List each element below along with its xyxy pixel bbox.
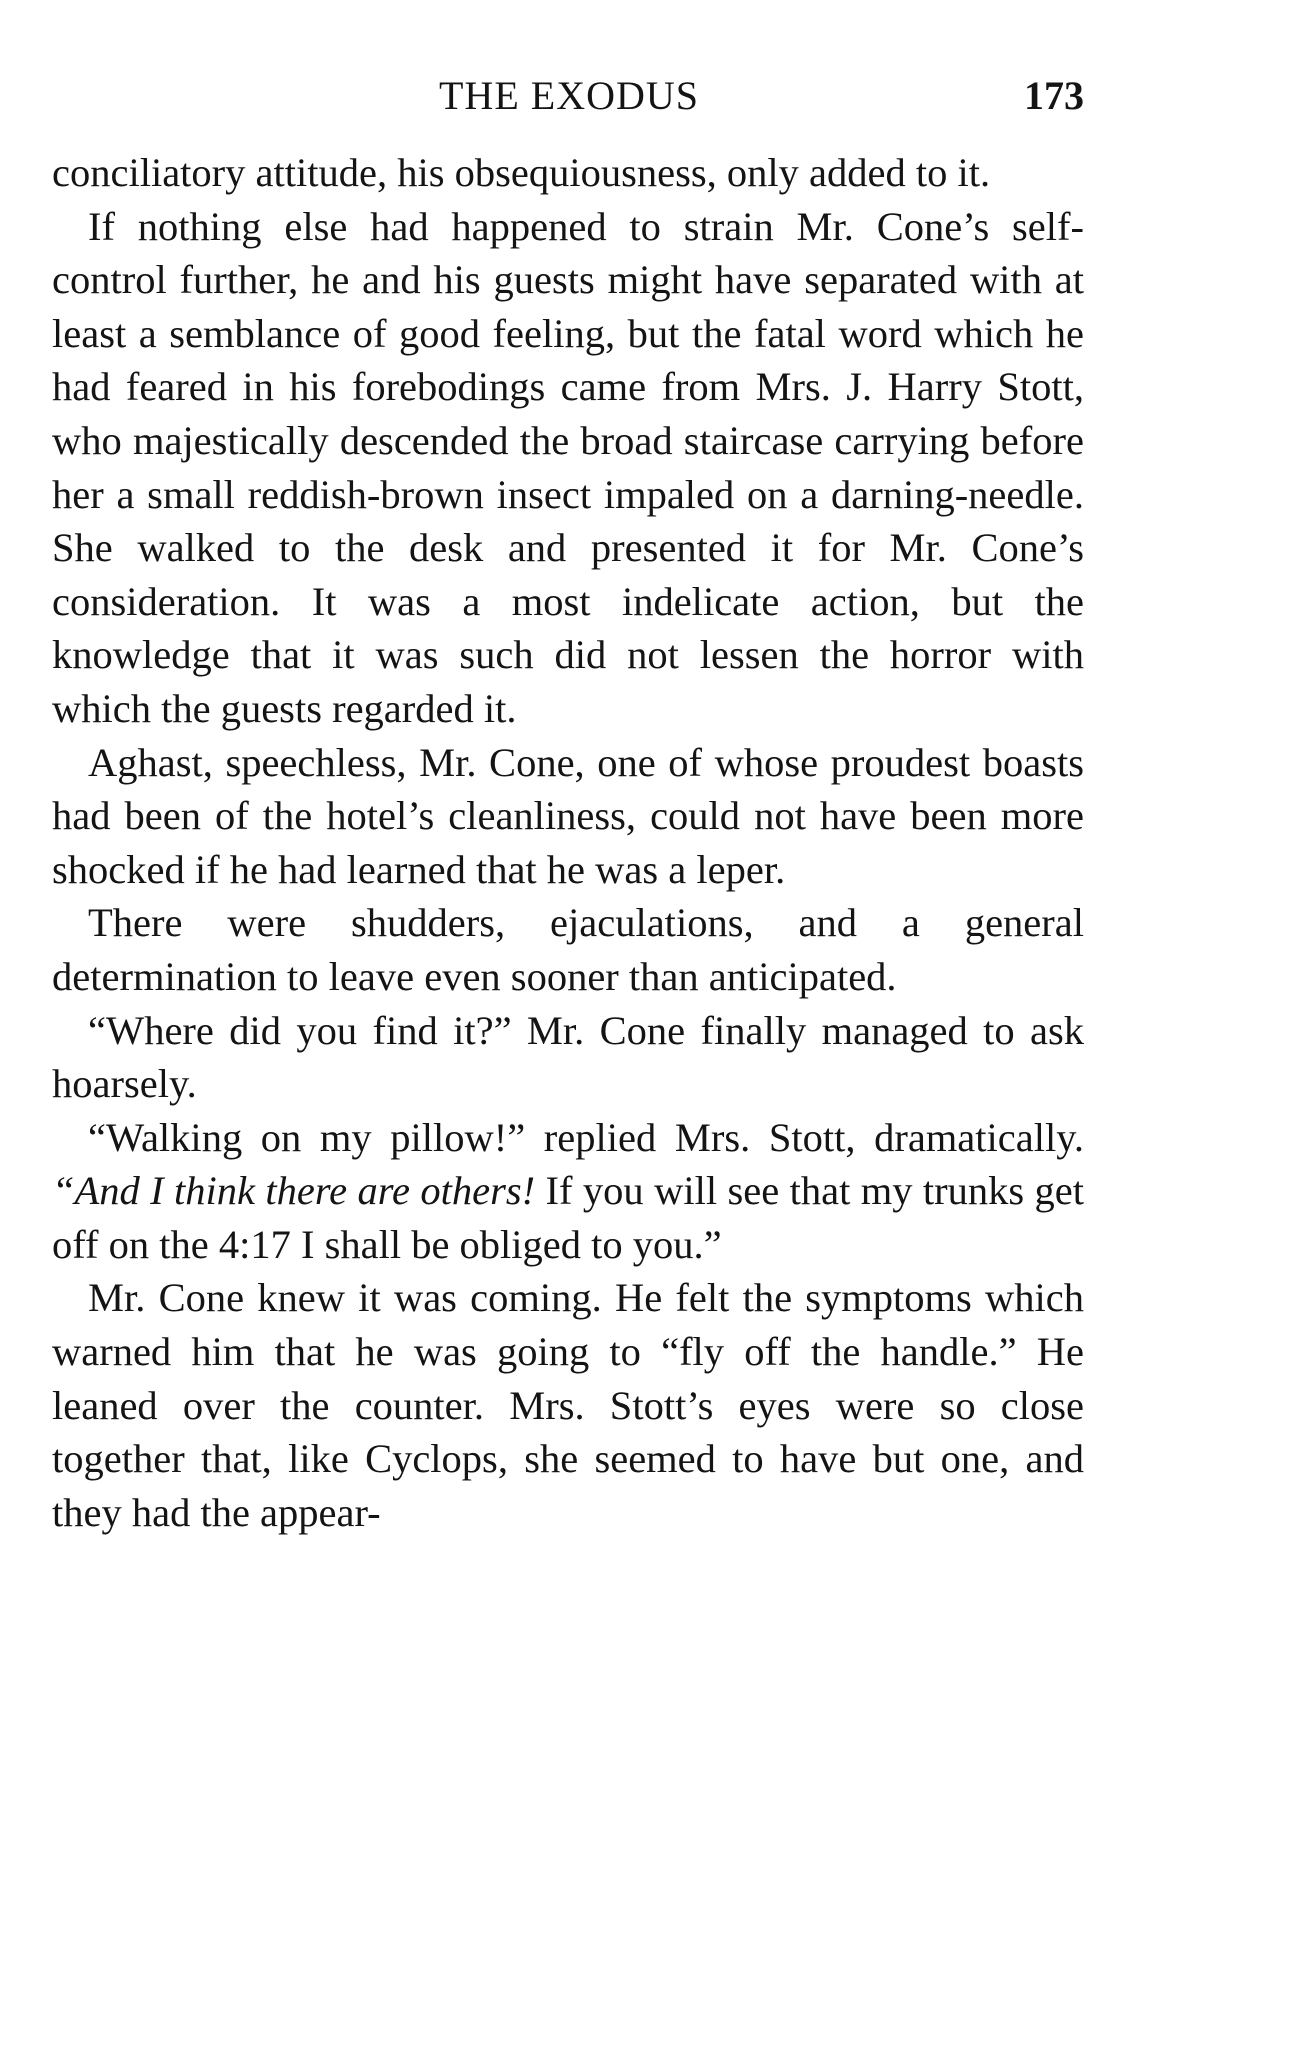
paragraph: “Where did you find it?” Mr. Cone finally managed to ask hoarsely. <box>52 1007 1084 1107</box>
body-text <box>52 146 1084 1539</box>
paragraph-text: “Walking on my pillow!” replied Mrs. Stott, dramatically. <box>88 1114 1084 1160</box>
running-title: THE EXODUS <box>439 73 699 118</box>
paragraph-text: If you will see that my trunks get off on the 4:17 I shall be obliged to you.” <box>52 1168 1084 1267</box>
paragraph: If nothing else had happened to strain Mr. Cone’s self-control further, he and his guests might have separated with at least a semblance of good feeling, but the fatal word which he had feared in his forebodings came from Mrs. J. Harry Stott, who majestically descended the broad staircase carrying before her a small reddish-brown insect impaled on a darning-needle. She walked to the desk and presented it for Mr. Cone’s consideration. It was a most indelicate action, but the knowledge that it was such did not lessen the horror with which the guests regarded it. <box>52 203 1084 731</box>
running-head <box>54 66 1084 126</box>
italic-quote: “And I think there are others! <box>52 1168 536 1214</box>
page-number: 173 <box>1024 73 1084 118</box>
paragraph: Aghast, speechless, Mr. Cone, one of whose proudest boasts had been of the hotel’s cleanliness, could not have been more shocked if he had learned that he was a leper. <box>52 739 1084 892</box>
paragraph: conciliatory attitude, his obsequiousness, only added to it. <box>52 150 991 195</box>
paragraph: Mr. Cone knew it was coming. He felt the symptoms which warned him that he was going to “fly off the handle.” He leaned over the counter. Mrs. Stott’s eyes were so close together that, like Cyclops, she seemed to have but one, and they had the appear- <box>52 1275 1084 1535</box>
paragraph: There were shudders, ejaculations, and a general determination to leave even sooner than anticipated. <box>52 900 1084 999</box>
paragraph <box>52 1111 1084 1272</box>
